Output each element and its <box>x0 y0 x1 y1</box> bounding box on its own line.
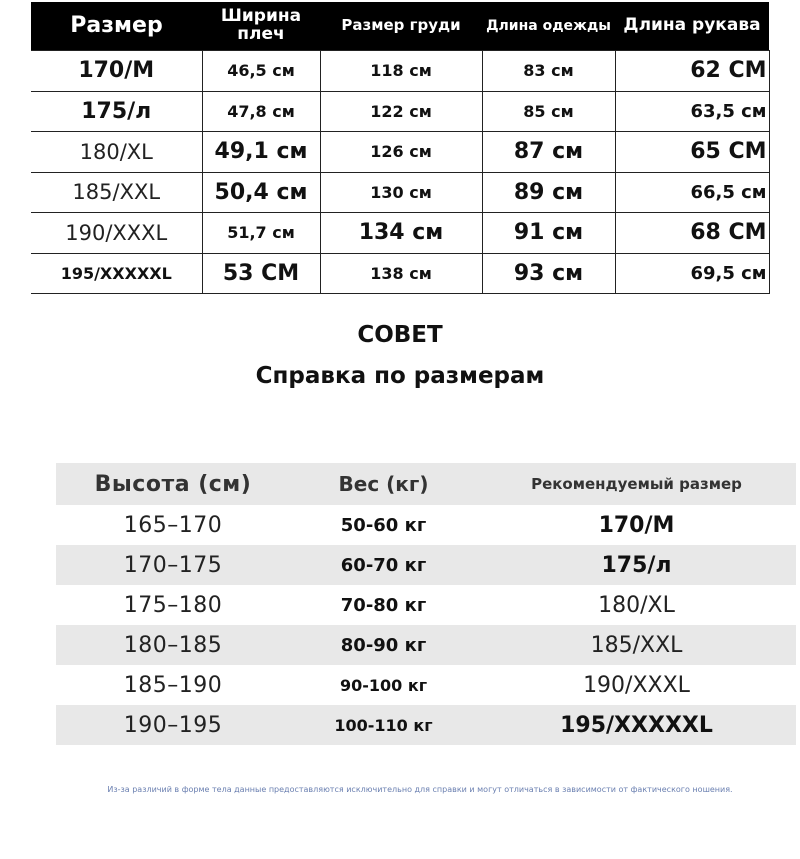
recommendation-header-row <box>56 463 796 505</box>
shoulder-cell: 50,4 см <box>202 172 320 213</box>
header-size: Размер <box>31 2 202 51</box>
length-cell: 89 см <box>482 172 615 213</box>
weight-cell: 60-70 кг <box>340 554 427 576</box>
chest-cell: 130 см <box>320 172 482 213</box>
height-cell: 170–175 <box>123 552 223 578</box>
recommended-size-cell: 180/XL <box>598 592 675 618</box>
length-cell: 87 см <box>482 132 615 173</box>
header-garment-length: Длина одежды <box>482 2 615 51</box>
table-row <box>56 505 796 545</box>
shoulder-cell: 47,8 см <box>202 91 320 132</box>
table-row <box>31 253 769 294</box>
recommended-size-cell: 195/XXXXXL <box>560 712 713 738</box>
size-cell: 185/XXL <box>31 172 202 213</box>
height-cell: 185–190 <box>123 672 223 698</box>
size-cell: 180/XL <box>31 132 202 173</box>
chest-cell: 118 см <box>320 51 482 92</box>
length-cell: 83 см <box>482 51 615 92</box>
height-cell: 165–170 <box>123 512 223 538</box>
table-row <box>56 705 796 745</box>
table-row <box>56 665 796 705</box>
advice-subtitle: Справка по размерам <box>255 363 545 389</box>
shoulder-cell: 51,7 см <box>202 213 320 254</box>
table-row <box>56 625 796 665</box>
height-cell: 190–195 <box>123 712 223 738</box>
size-recommendation-table <box>56 463 796 745</box>
size-cell: 170/M <box>31 51 202 92</box>
recommended-size-cell: 170/M <box>598 512 675 538</box>
header-height: Высота (см) <box>94 471 252 497</box>
table-row <box>56 585 796 625</box>
length-cell: 93 см <box>482 253 615 294</box>
size-cell: 190/XXXL <box>31 213 202 254</box>
shoulder-cell: 53 СМ <box>202 253 320 294</box>
sleeve-cell: 66,5 см <box>615 172 769 213</box>
table-row <box>31 172 769 213</box>
chest-cell: 134 см <box>320 213 482 254</box>
weight-cell: 90-100 кг <box>339 675 428 695</box>
height-cell: 180–185 <box>123 632 223 658</box>
length-cell: 91 см <box>482 213 615 254</box>
weight-cell: 100-110 кг <box>334 715 433 735</box>
recommended-size-cell: 185/XXL <box>590 632 683 658</box>
sleeve-cell: 63,5 см <box>615 91 769 132</box>
sleeve-cell: 62 СМ <box>615 51 769 92</box>
weight-cell: 80-90 кг <box>340 634 427 656</box>
header-recommended-size: Рекомендуемый размер <box>531 475 742 493</box>
sleeve-cell: 68 СМ <box>615 213 769 254</box>
weight-cell: 50-60 кг <box>340 514 427 536</box>
table-row <box>31 132 769 173</box>
chest-cell: 126 см <box>320 132 482 173</box>
header-shoulder-width: Ширина плеч <box>202 2 320 51</box>
header-weight: Вес (кг) <box>338 472 429 496</box>
header-chest-size: Размер груди <box>320 2 482 51</box>
chest-cell: 138 см <box>320 253 482 294</box>
table-row <box>31 91 769 132</box>
length-cell: 85 см <box>482 91 615 132</box>
size-chart-header-row <box>31 2 769 51</box>
recommended-size-cell: 175/л <box>601 552 672 578</box>
chest-cell: 122 см <box>320 91 482 132</box>
size-chart-table <box>31 2 770 294</box>
recommended-size-cell: 190/XXXL <box>583 672 690 698</box>
disclaimer-note: Из-за различий в форме тела данные предоставляются исключительно для справки и могут отличаться в зависимости от фактического ношения. <box>107 785 733 794</box>
sleeve-cell: 69,5 см <box>615 253 769 294</box>
advice-title: СОВЕТ <box>357 322 443 348</box>
shoulder-cell: 46,5 см <box>202 51 320 92</box>
size-cell: 175/л <box>31 91 202 132</box>
table-row <box>31 213 769 254</box>
sleeve-cell: 65 СМ <box>615 132 769 173</box>
weight-cell: 70-80 кг <box>340 594 427 616</box>
size-cell: 195/XXXXXL <box>31 253 202 294</box>
header-sleeve-length: Длина рукава <box>615 2 769 51</box>
table-row <box>31 51 769 92</box>
height-cell: 175–180 <box>123 592 223 618</box>
table-row <box>56 545 796 585</box>
shoulder-cell: 49,1 см <box>202 132 320 173</box>
